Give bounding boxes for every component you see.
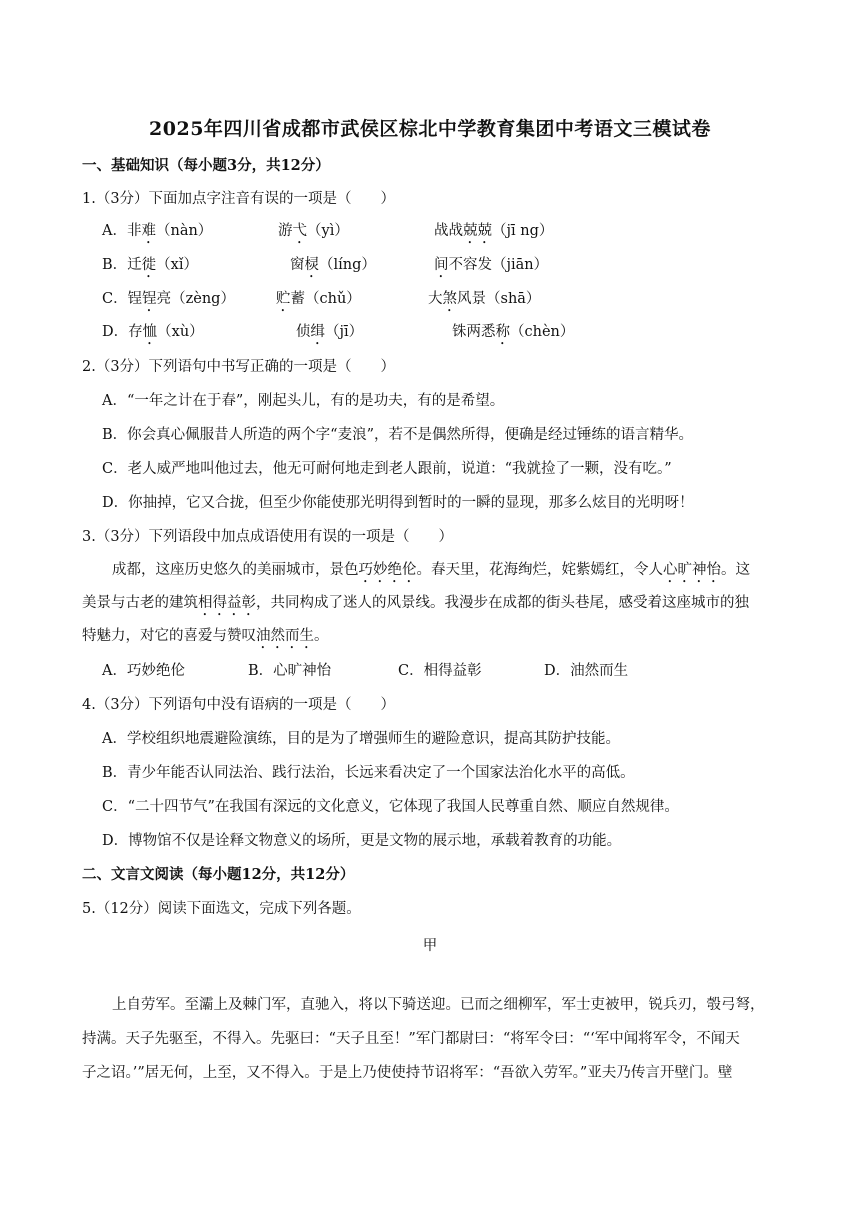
q4-option-b: B．青少年能否认同法治、践行法治，长远来看决定了一个国家法治化水平的高低。 [102, 765, 635, 781]
q1-a-dotted: 难 [141, 223, 156, 239]
page-title: 2025年四川省成都市武侯区棕北中学教育集团中考语文三模试卷 [149, 118, 711, 140]
q3-option-c: C．相得益彰 [398, 663, 482, 679]
q3-text: 。春天里，花海绚烂，姹紫嫣红，令人 [416, 562, 663, 578]
q1-option-a-part3 [434, 221, 553, 247]
q3-text: 。 [314, 628, 329, 644]
q1-d-dotted: 恤 [142, 324, 158, 340]
q1-option-c-part2 [276, 289, 361, 315]
q2-option-c: C．老人威严地叫他过去，他无可耐何地走到老人跟前，说道：“我就捡了一颗，没有吃。” [102, 461, 672, 477]
q3-passage-line-1 [112, 560, 750, 586]
q2-option-d: D．你抽掉，它又合拢，但至少你能使那光明得到暂时的一瞬的显现，那多么炫目的光明呀！ [102, 495, 694, 511]
q1-a-text: A．非 [102, 223, 142, 239]
q3-option-d: D．油然而生 [544, 663, 629, 679]
q1-b2-text: 窗 [290, 257, 305, 273]
question-2-stem: 2.（3分）下列语句中书写正确的一项是（ ） [82, 359, 396, 375]
classical-passage-line-1: 上自劳军。至灞上及棘门军，直驰入，将以下骑送迎。已而之细柳军，军士吏被甲，锐兵刃，彀弓弩， [112, 997, 765, 1013]
q4-option-d: D．博物馆不仅是诠释文物意义的场所，更是文物的展示地，承载着教育的功能。 [102, 833, 622, 849]
q3-passage-line-2 [82, 593, 749, 619]
section-heading-basic: 一、基础知识（每小题3分，共12分） [82, 157, 330, 174]
q4-option-a: A．学校组织地震避险演练，目的是为了增强师生的避险意识，提高其防护技能。 [102, 731, 620, 747]
q1-a2-dotted: 弋 [292, 223, 307, 239]
q1-option-d-part2 [296, 322, 363, 348]
question-3-stem: 3.（3分）下列语段中加点成语使用有误的一项是（ ） [82, 529, 454, 545]
q1-c3-dotted: 煞 [442, 291, 457, 307]
q1-d3-text: 铢两悉 [452, 324, 496, 340]
q1-c-dotted: 锃 [142, 291, 157, 307]
q3-text: 美景与古老的建筑 [82, 595, 198, 611]
question-5-stem: 5.（12分）阅读下面选文，完成下列各题。 [82, 901, 361, 917]
q1-b3-text: 不容发（jiān） [448, 257, 549, 273]
q1-option-d-part3 [452, 322, 574, 348]
q1-c3-rest: 风景（shā） [457, 291, 541, 307]
q3-text: ，共同构成了迷人的风景线。我漫步在成都的街头巷尾，感受着这座城市的独 [256, 595, 749, 611]
q1-c2-dotted: 贮 [276, 291, 291, 307]
q1-a2-pinyin: （yì） [307, 223, 349, 239]
passage-label-jia: 甲 [422, 938, 438, 954]
q3-text: 。这 [721, 562, 750, 578]
q1-a-pinyin: （nàn） [155, 223, 213, 239]
q3-idiom-3: 相得益彰 [198, 595, 256, 611]
q2-option-a: A．“一年之计在于春”，刚起头儿，有的是功夫，有的是希望。 [102, 393, 505, 409]
q3-text: 成都，这座历史悠久的美丽城市，景色 [112, 562, 359, 578]
q1-d3-pinyin: （chèn） [510, 324, 575, 340]
q1-d-pinyin: （xù） [157, 324, 204, 340]
q1-option-a-part1 [102, 221, 212, 247]
q3-text: 特魅力，对它的喜爱与赞叹 [82, 628, 256, 644]
q1-b3-dotted: 间 [434, 257, 449, 273]
q1-a2-text: 游 [278, 223, 293, 239]
q1-b2-pinyin: （líng） [319, 257, 376, 273]
q3-idiom-2: 心旷神怡 [663, 562, 721, 578]
q3-idiom-4: 油然而生 [256, 628, 314, 644]
q1-c-prefix: C．锃 [102, 291, 143, 307]
classical-passage-line-3: 子之诏。’”居无何，上至，又不得入。于是上乃使使持节诏将军：“吾欲入劳军。”亚夫乃传言开壁门。壁 [82, 1065, 733, 1081]
q1-d-text: D．存 [102, 324, 143, 340]
q3-option-a: A．巧妙绝伦 [102, 663, 185, 679]
q1-a3-pinyin: （jī ng） [492, 223, 554, 239]
q1-d2-pinyin: （jī） [325, 324, 364, 340]
q1-option-c-part3 [428, 289, 540, 315]
section-heading-classical: 二、文言文阅读（每小题12分，共12分） [82, 866, 355, 883]
q4-option-c: C．“二十四节气”在我国有深远的文化意义，它体现了我国人民尊重自然、顺应自然规律。 [102, 799, 679, 815]
question-1-stem: 1.（3分）下面加点字注音有误的一项是（ ） [82, 191, 396, 207]
q1-option-b-part1 [102, 255, 198, 281]
q1-d3-dotted: 称 [495, 324, 510, 340]
q1-d2-dotted: 缉 [310, 324, 325, 340]
q1-a3-text: 战战 [434, 223, 463, 239]
q3-passage-line-3 [82, 626, 329, 652]
q1-option-a-part2 [278, 221, 349, 247]
q1-b-dotted: 徙 [141, 257, 157, 273]
q1-b-text: B．迁 [102, 257, 142, 273]
q1-c2-text: 蓄（chǔ） [290, 291, 361, 307]
q1-b2-dotted: 棂 [304, 257, 319, 273]
q1-c3-text: 大 [428, 291, 443, 307]
q2-option-b: B．你会真心佩服昔人所造的两个字“麦浪”，若不是偶然所得，便确是经过锤练的语言精华。 [102, 427, 693, 443]
question-4-stem: 4.（3分）下列语句中没有语病的一项是（ ） [82, 697, 396, 713]
q3-option-b: B．心旷神怡 [248, 663, 332, 679]
q1-option-d-part1 [102, 322, 204, 348]
q1-a3-dotted: 兢兢 [463, 223, 492, 239]
q1-option-c-part1 [102, 289, 235, 315]
q1-option-b-part2 [290, 255, 376, 281]
q3-idiom-1: 巧妙绝伦 [358, 562, 417, 578]
classical-passage-line-2: 持满。天子先驱至，不得入。先驱曰：“天子且至！”军门都尉曰：“将军令曰：“‘军中闻将军令，不闻天 [82, 1031, 740, 1047]
q1-c-text: 亮（zèng） [156, 291, 235, 307]
q1-b-pinyin: （xǐ） [156, 257, 198, 273]
q1-option-b-part3 [434, 255, 548, 281]
q1-d2-text: 侦 [296, 324, 311, 340]
